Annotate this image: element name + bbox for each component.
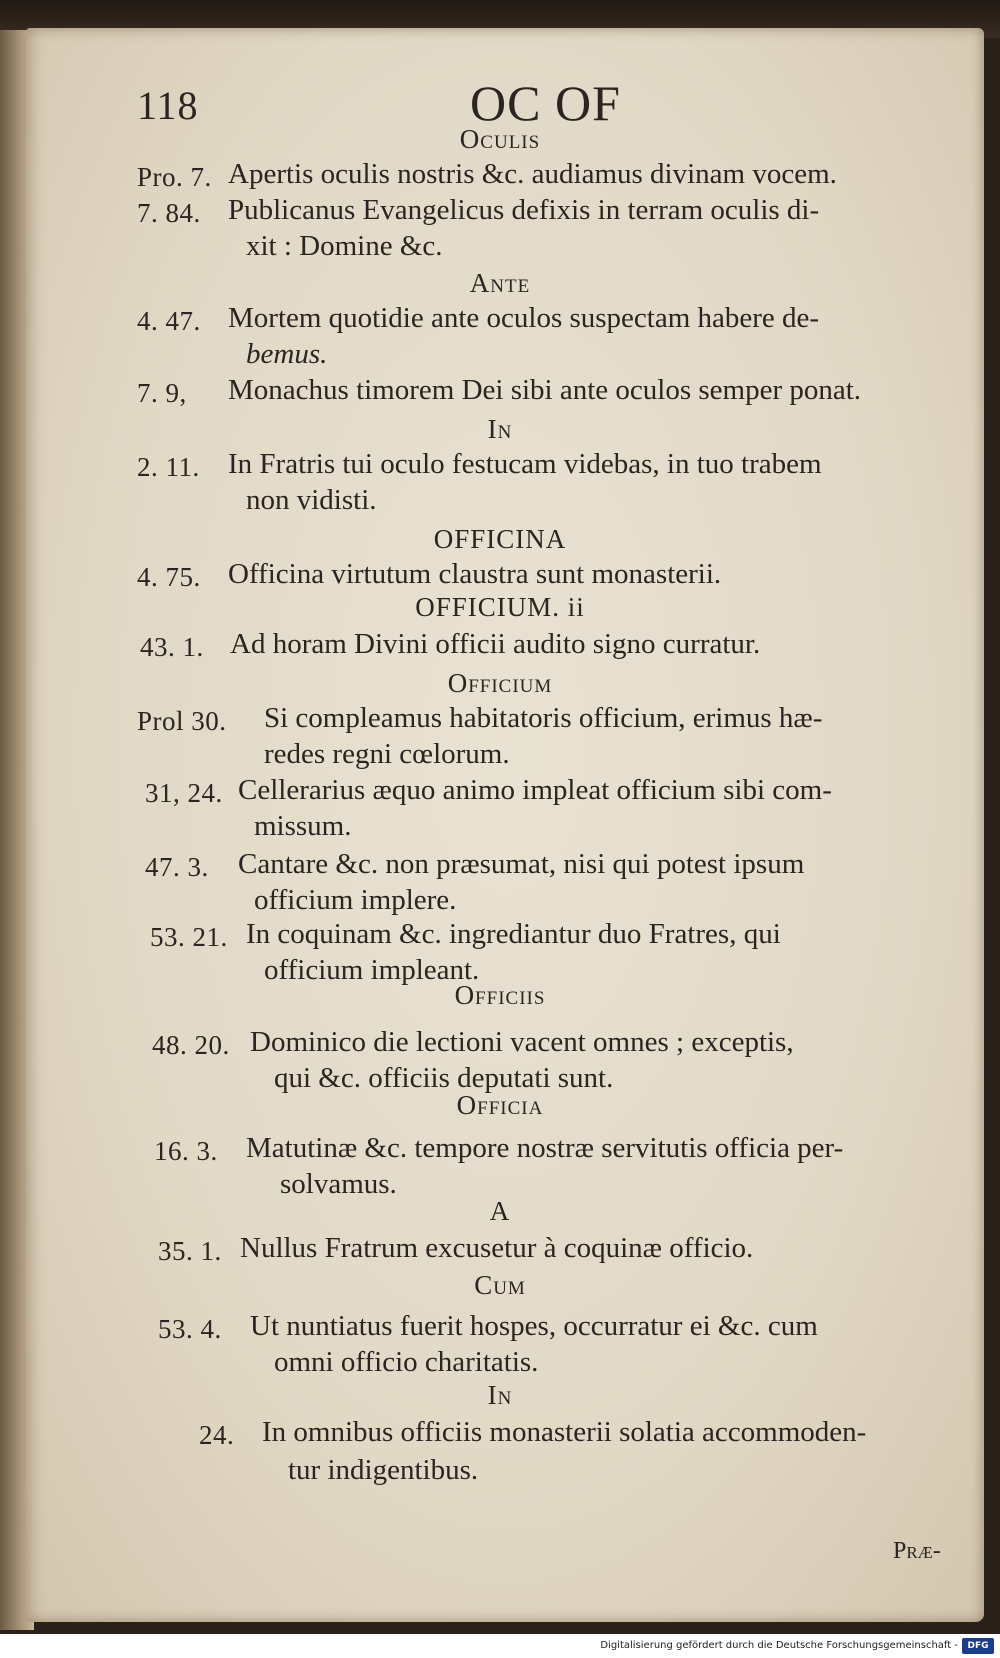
entry-ref: 2. 11. [137,452,200,482]
entry-ref: Prol 30. [137,706,227,736]
entry-line: non vidisti. [246,484,377,516]
entry-ref: 43. 1. [140,632,204,662]
entry-line: In coquinam &c. ingrediantur duo Fratres, qui [246,918,781,950]
entry-line: Matutinæ &c. tempore nostræ servitutis officia per- [246,1132,844,1164]
entry-line: qui &c. officiis deputati sunt. [274,1062,614,1094]
entry-line: Nullus Fratrum excusetur à coquinæ officio. [240,1232,754,1264]
entry-ref: 53. 21. [150,922,228,952]
entry-line: Monachus timorem Dei sibi ante oculos semper ponat. [228,374,862,406]
entry-ref: 31, 24. [145,778,223,808]
caption-officiis: Officiis [454,980,546,1010]
entry-line: bemus. [246,338,328,370]
caption-officium: Officium [447,668,553,698]
entry-ref: 7. 84. [137,198,201,228]
entry-line: tur indigentibus. [288,1454,479,1486]
entry-line: redes regni cœlorum. [264,738,510,770]
entry-ref: 24. [199,1420,235,1450]
entry-line: Mortem quotidie ante oculos suspectam habere de- [228,302,820,334]
entry-line: omni officio charitatis. [274,1346,539,1378]
entry-ref: 7. 9, [137,378,187,408]
entry-line: Cantare &c. non præsumat, nisi qui potest ipsum [238,848,805,880]
dfg-logo: DFG [962,1638,994,1654]
entry-line: Apertis oculis nostris &c. audiamus divinam vocem. [228,158,837,190]
entry-ref: 47. 3. [145,852,209,882]
caption-officia: Officia [456,1090,544,1120]
catchword: Præ- [893,1538,941,1564]
entry-line: officium implere. [254,884,457,916]
entry-line: Officina virtutum claustra sunt monasterii. [228,558,722,590]
entry-line: officium impleant. [264,954,480,986]
entry-line: Cellerarius æquo animo impleat officium sibi com- [238,774,832,806]
entry-line: In Fratris tui oculo festucam videbas, in tuo trabem [228,448,822,480]
entry-ref: 4. 47. [137,306,201,336]
entry-ref: 53. 4. [158,1314,222,1344]
entry-line: xit : Domine &c. [246,230,443,262]
entry-line: solvamus. [280,1168,397,1200]
entry-line: missum. [254,810,352,842]
entry-line: In omnibus officiis monasterii solatia accommoden- [262,1416,867,1448]
entry-ref: 4. 75. [137,562,201,592]
page-number: 118 [137,83,199,128]
caption-ante: Ante [469,268,531,298]
entry-line: Dominico die lectioni vacent omnes ; exceptis, [250,1026,794,1058]
entry-ref: 16. 3. [154,1136,218,1166]
entry-ref: 48. 20. [152,1030,230,1060]
entry-line: Si compleamus habitatoris officium, erimus hæ- [264,702,823,734]
caption-officina: OFFICINA [433,524,567,554]
entry-ref: Pro. 7. [137,162,212,192]
entry-line: Ad horam Divini officii audito signo curratur. [230,628,761,660]
caption-in: In [487,414,513,444]
caption-officium-ii: OFFICIUM. ii [415,592,585,622]
caption-in-2: In [487,1380,513,1410]
entry-line: Publicanus Evangelicus defixis in terram oculis di- [228,194,820,226]
running-head: OC OF [470,75,621,131]
entry-line: Ut nuntiatus fuerit hospes, occurratur ei &c. cum [250,1310,818,1342]
footer-credit: Digitalisierung gefördert durch die Deutsche Forschungsgemeinschaft - [600,1640,958,1651]
caption-a: A [489,1196,511,1226]
caption-cum: Cum [474,1270,526,1300]
entry-ref: 35. 1. [158,1236,222,1266]
caption-oculis: Oculis [459,124,541,154]
